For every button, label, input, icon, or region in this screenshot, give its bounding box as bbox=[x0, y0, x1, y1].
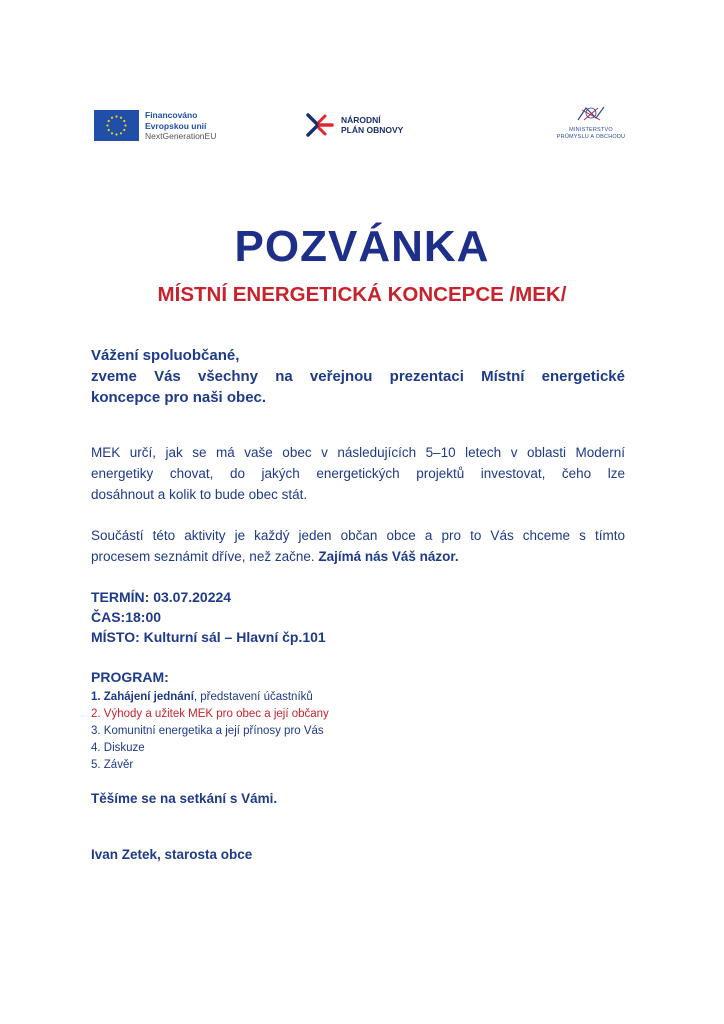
paragraph-mek bbox=[91, 442, 625, 505]
mpo-logo-line1: MINISTERSTVO bbox=[569, 127, 613, 133]
mpo-logo-line2: PRŮMYSLU A OBCHODU bbox=[556, 133, 626, 140]
paragraph-participation-line1: Součástí této aktivity je každý jeden občan obce a pro to Vás chceme s tímto bbox=[91, 528, 625, 543]
event-info bbox=[91, 587, 625, 647]
program-item-1 bbox=[91, 689, 625, 706]
program-list bbox=[91, 689, 625, 774]
paragraph-participation-emphasis: Zajímá nás Váš názor. bbox=[318, 549, 459, 564]
event-place: MÍSTO: Kulturní sál – Hlavní čp.101 bbox=[91, 629, 326, 645]
signature: Ivan Zetek, starosta obce bbox=[91, 847, 253, 862]
page-title: POZVÁNKA bbox=[234, 222, 490, 271]
program-item-4: 4. Diskuze bbox=[91, 742, 145, 754]
npo-logo-line1: NÁRODNÍ bbox=[341, 115, 381, 125]
mpo-emblem-icon bbox=[574, 104, 608, 122]
paragraph-mek-line3: dosáhnout a kolik to bude obec stát. bbox=[91, 487, 308, 502]
npo-arrows-icon bbox=[305, 110, 335, 140]
greeting-line1: Vážení spoluobčané, bbox=[91, 347, 240, 364]
npo-logo-text bbox=[341, 115, 403, 135]
greeting bbox=[91, 345, 625, 408]
event-term: TERMÍN: 03.07.20224 bbox=[91, 589, 232, 605]
program-item-5: 5. Závěr bbox=[91, 759, 134, 771]
npo-logo bbox=[305, 110, 403, 140]
paragraph-participation bbox=[91, 525, 625, 567]
event-time: ČAS:18:00 bbox=[91, 609, 162, 625]
npo-logo-line2: PLÁN OBNOVY bbox=[341, 125, 404, 135]
program-item-3: 3. Komunitní energetika a její přínosy pro Vás bbox=[91, 725, 324, 737]
page-subtitle: MÍSTNÍ ENERGETICKÁ KONCEPCE /MEK/ bbox=[157, 283, 567, 306]
eu-logo bbox=[94, 110, 216, 142]
program-heading: PROGRAM: bbox=[91, 669, 169, 685]
program-item-1-rest: , představení účastníků bbox=[193, 691, 313, 703]
eu-logo-text bbox=[145, 110, 216, 142]
paragraph-participation-line2: procesem seznámit dříve, než začne. bbox=[91, 549, 315, 564]
mpo-logo bbox=[556, 104, 626, 140]
eu-flag-icon bbox=[94, 110, 139, 141]
eu-logo-line3: NextGenerationEU bbox=[145, 131, 217, 141]
paragraph-mek-line2: energetiky chovat, do jakých energetických projektů investovat, čeho lze bbox=[91, 466, 625, 481]
eu-logo-line1: Financováno bbox=[145, 110, 198, 120]
eu-logo-line2: Evropskou unií bbox=[145, 120, 207, 131]
paragraph-mek-line1: MEK určí, jak se má vaše obec v následujících 5–10 letech v oblasti Moderní bbox=[91, 445, 625, 460]
greeting-line3: koncepce pro naši obec. bbox=[91, 389, 267, 406]
closing-line: Těšíme se na setkání s Vámi. bbox=[91, 791, 278, 806]
program-item-1-bold: 1. Zahájení jednání bbox=[91, 691, 194, 703]
program-item-2: 2. Výhody a užitek MEK pro obec a její občany bbox=[91, 708, 329, 720]
greeting-line2: zveme Vás všechny na veřejnou prezentaci Místní energetické bbox=[91, 368, 625, 385]
